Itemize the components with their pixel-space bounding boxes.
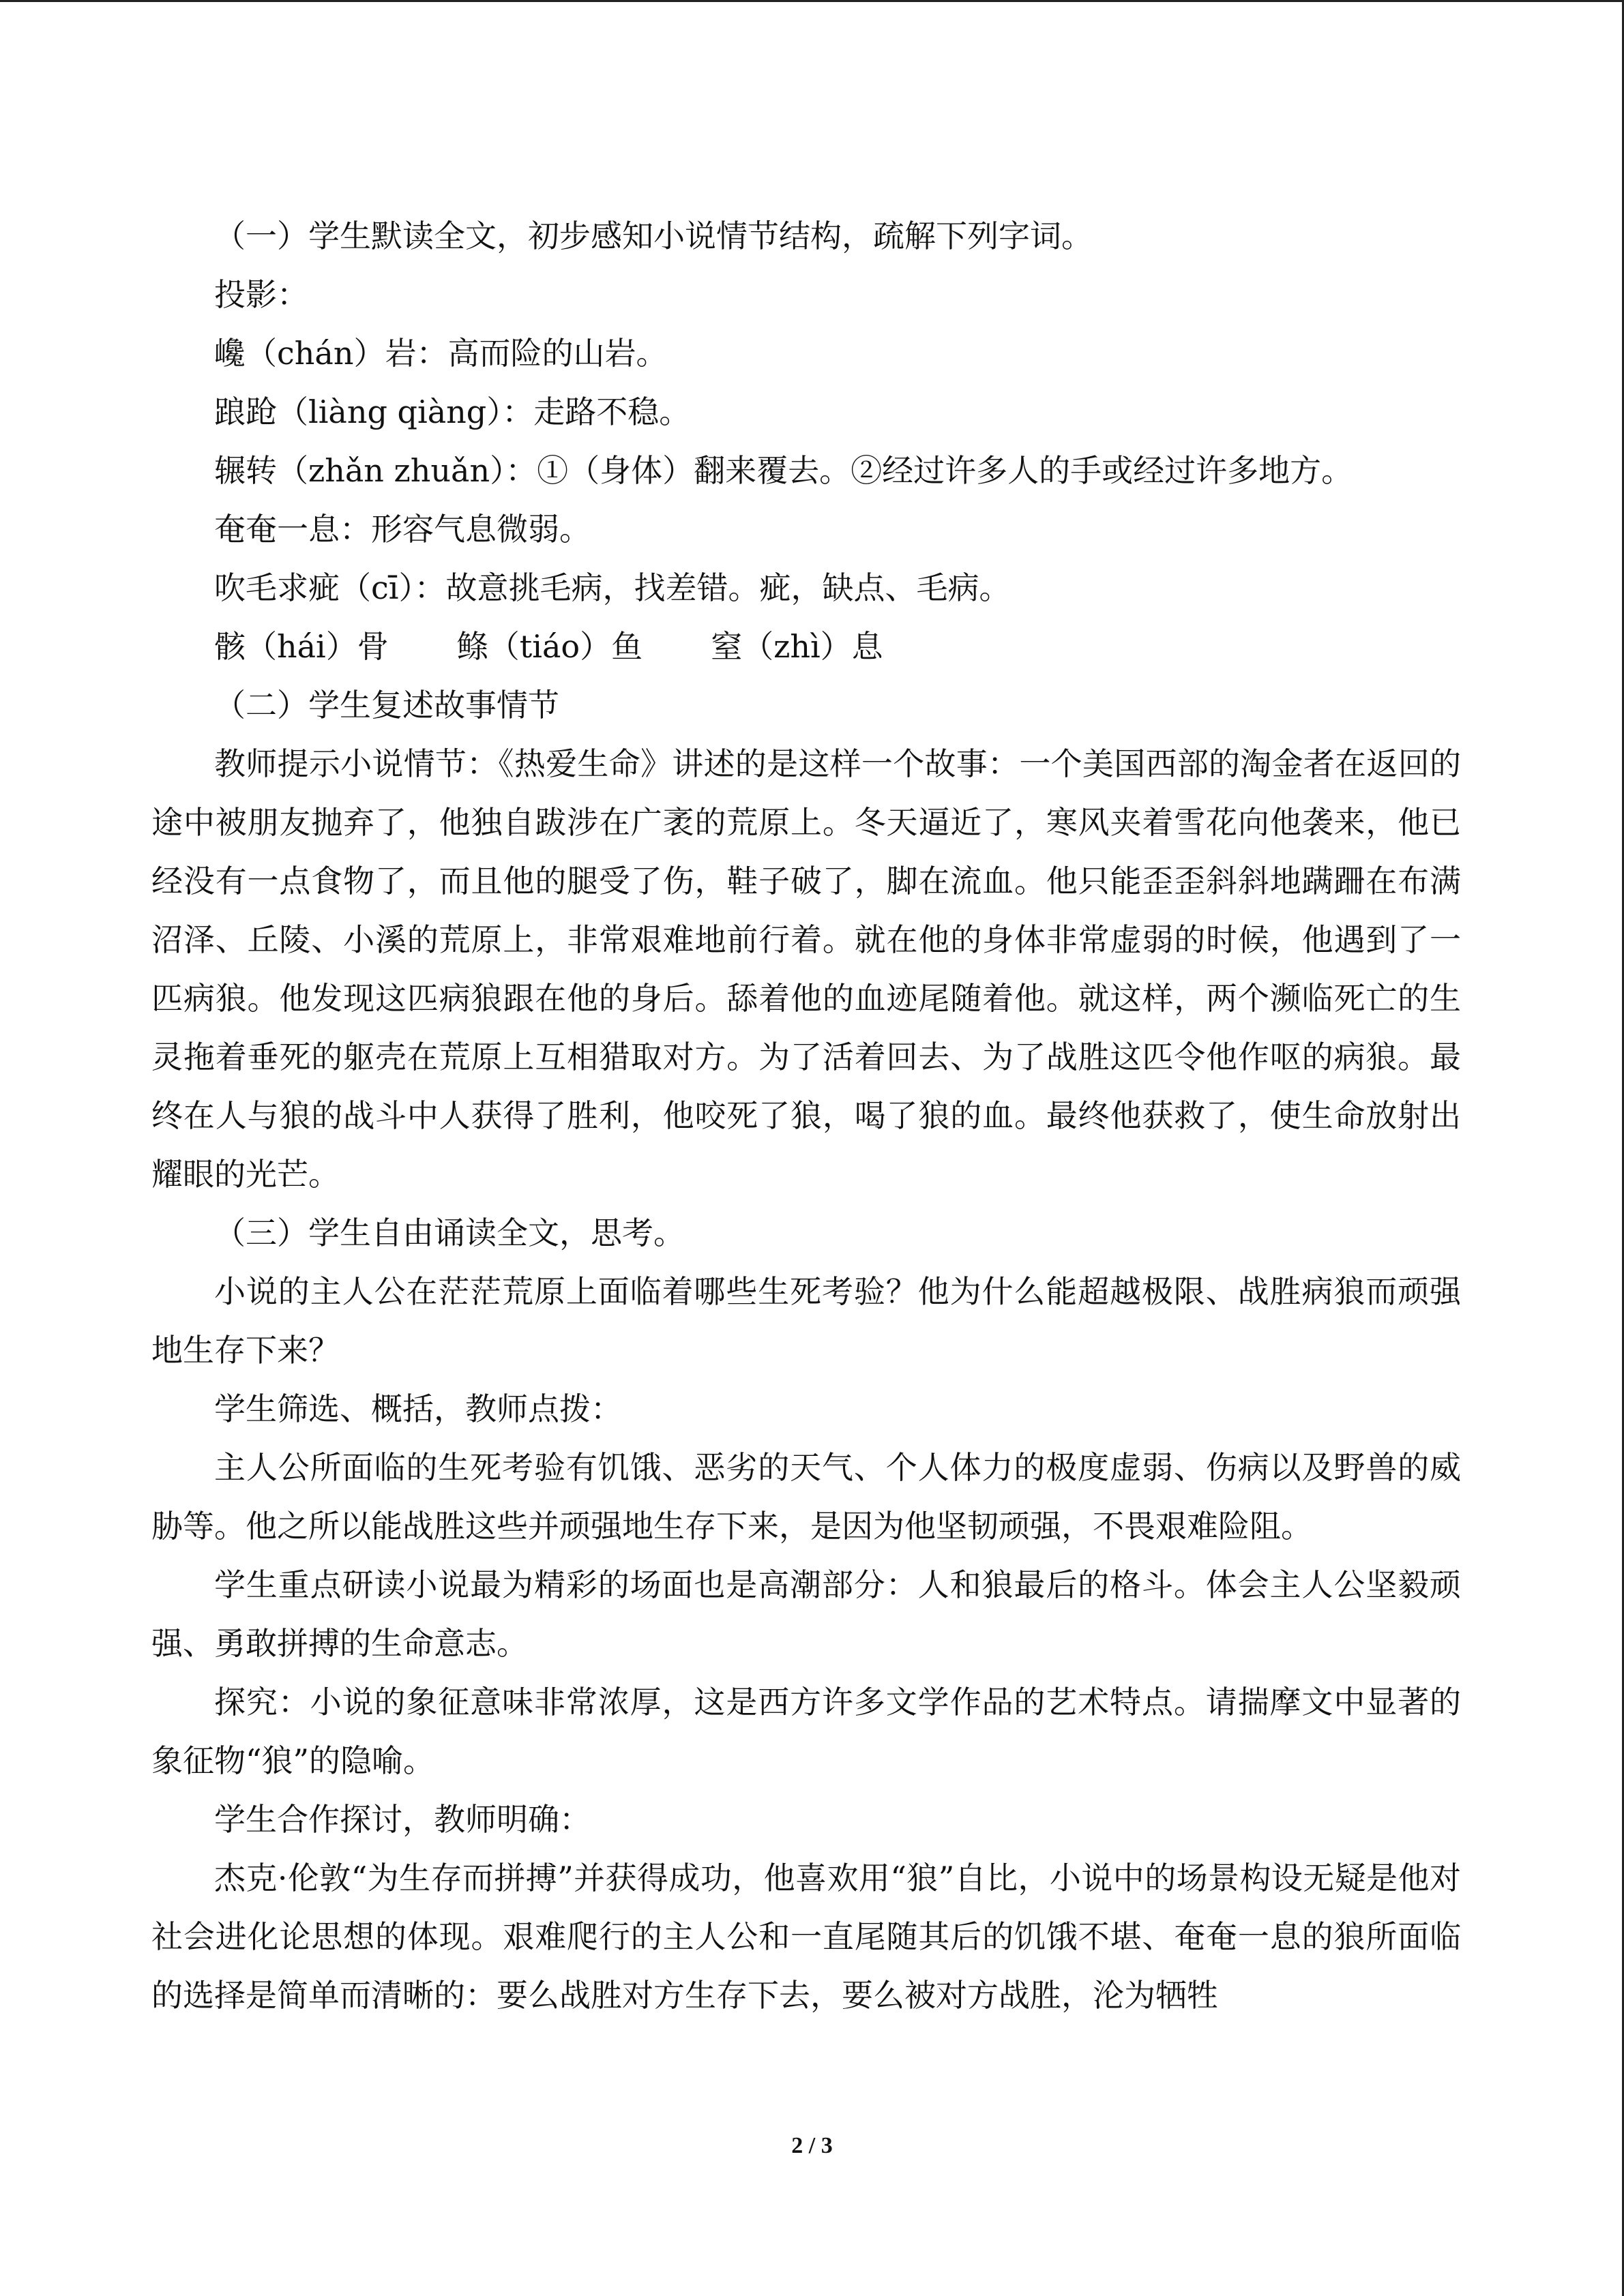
vocab-word: 鲦（tiáo）鱼 <box>456 628 643 665</box>
vocab-word: 骸（hái）骨 <box>214 628 389 665</box>
paragraph: 主人公所面临的生死考验有饥饿、恶劣的天气、个人体力的极度虚弱、伤病以及野兽的威胁等。他之所以能战胜这些并顽强地生存下来，是因为他坚韧顽强，不畏艰难险阻。 <box>151 1449 1461 1545</box>
vocab-word: 窒（zhì）息 <box>711 628 883 665</box>
vocab-item: 踉跄（liàng qiàng）：走路不稳。 <box>214 393 691 430</box>
vocab-item: 奄奄一息：形容气息微弱。 <box>214 511 591 548</box>
paragraph: 学生重点研读小说最为精彩的场面也是高潮部分：人和狼最后的格斗。体会主人公坚毅顽强、勇敢拼搏的生命意志。 <box>151 1566 1461 1662</box>
vocab-item: 吹毛求疵（cī）：故意挑毛病，找差错。疵，缺点、毛病。 <box>214 569 1011 606</box>
paragraph: 探究：小说的象征意味非常浓厚，这是西方许多文学作品的艺术特点。请揣摩文中显著的象征物“狼”的隐喻。 <box>151 1684 1461 1779</box>
section-heading-1: （一）学生默读全文，初步感知小说情节结构，疏解下列字词。 <box>214 218 1093 254</box>
vocab-item: 辗转（zhǎn zhuǎn）：①（身体）翻来覆去。②经过许多人的手或经过许多地方。 <box>214 452 1353 489</box>
paragraph: 教师提示小说情节：《热爱生命》讲述的是这样一个故事：一个美国西部的淘金者在返回的途中被朋友抛弃了，他独自跋涉在广袤的荒原上。冬天逼近了，寒风夹着雪花向他袭来，他已经没有一点食物了，而且他的腿受了伤，鞋子破了，脚在流血。他只能歪歪斜斜地蹒跚在布满沼泽、丘陵、小溪的荒原上，非常艰难地前行着。就在他的身体非常虚弱的时候，他遇到了一匹病狼。他发现这匹病狼跟在他的身后。舔着他的血迹尾随着他。就这样，两个濒临死亡的生灵拖着垂死的躯壳在荒原上互相猎取对方。为了活着回去、为了战胜这匹令他作呕的病狼。最终在人与狼的战斗中人获得了胜利，他咬死了狼，喝了狼的血。最终他获救了，使生命放射出耀眼的光芒。 <box>151 745 1461 1193</box>
section-heading-2: （二）学生复述故事情节 <box>214 687 559 724</box>
vocab-word-row <box>151 617 1461 676</box>
page-number: 2 / 3 <box>791 2133 833 2158</box>
vocab-item: 巉（chán）岩：高而险的山岩。 <box>214 335 668 372</box>
paragraph: 杰克·伦敦“为生存而拼搏”并获得成功，他喜欢用“狼”自比，小说中的场景构设无疑是他对社会进化论思想的体现。艰难爬行的主人公和一直尾随其后的饥饿不堪、奄奄一息的狼所面临的选择是简单而清晰的：要么战胜对方生存下去，要么被对方战胜，沦为牺牲 <box>151 1860 1461 2014</box>
paragraph: 学生筛选、概括，教师点拨： <box>214 1390 622 1427</box>
page-top-border <box>0 0 1624 2</box>
section-heading-3: （三）学生自由诵读全文，思考。 <box>214 1214 685 1251</box>
document-body <box>151 207 1461 2025</box>
paragraph: 学生合作探讨，教师明确： <box>214 1801 591 1838</box>
paragraph: 投影： <box>214 276 308 313</box>
paragraph: 小说的主人公在茫茫荒原上面临着哪些生死考验？他为什么能超越极限、战胜病狼而顽强地生存下来？ <box>151 1273 1461 1369</box>
